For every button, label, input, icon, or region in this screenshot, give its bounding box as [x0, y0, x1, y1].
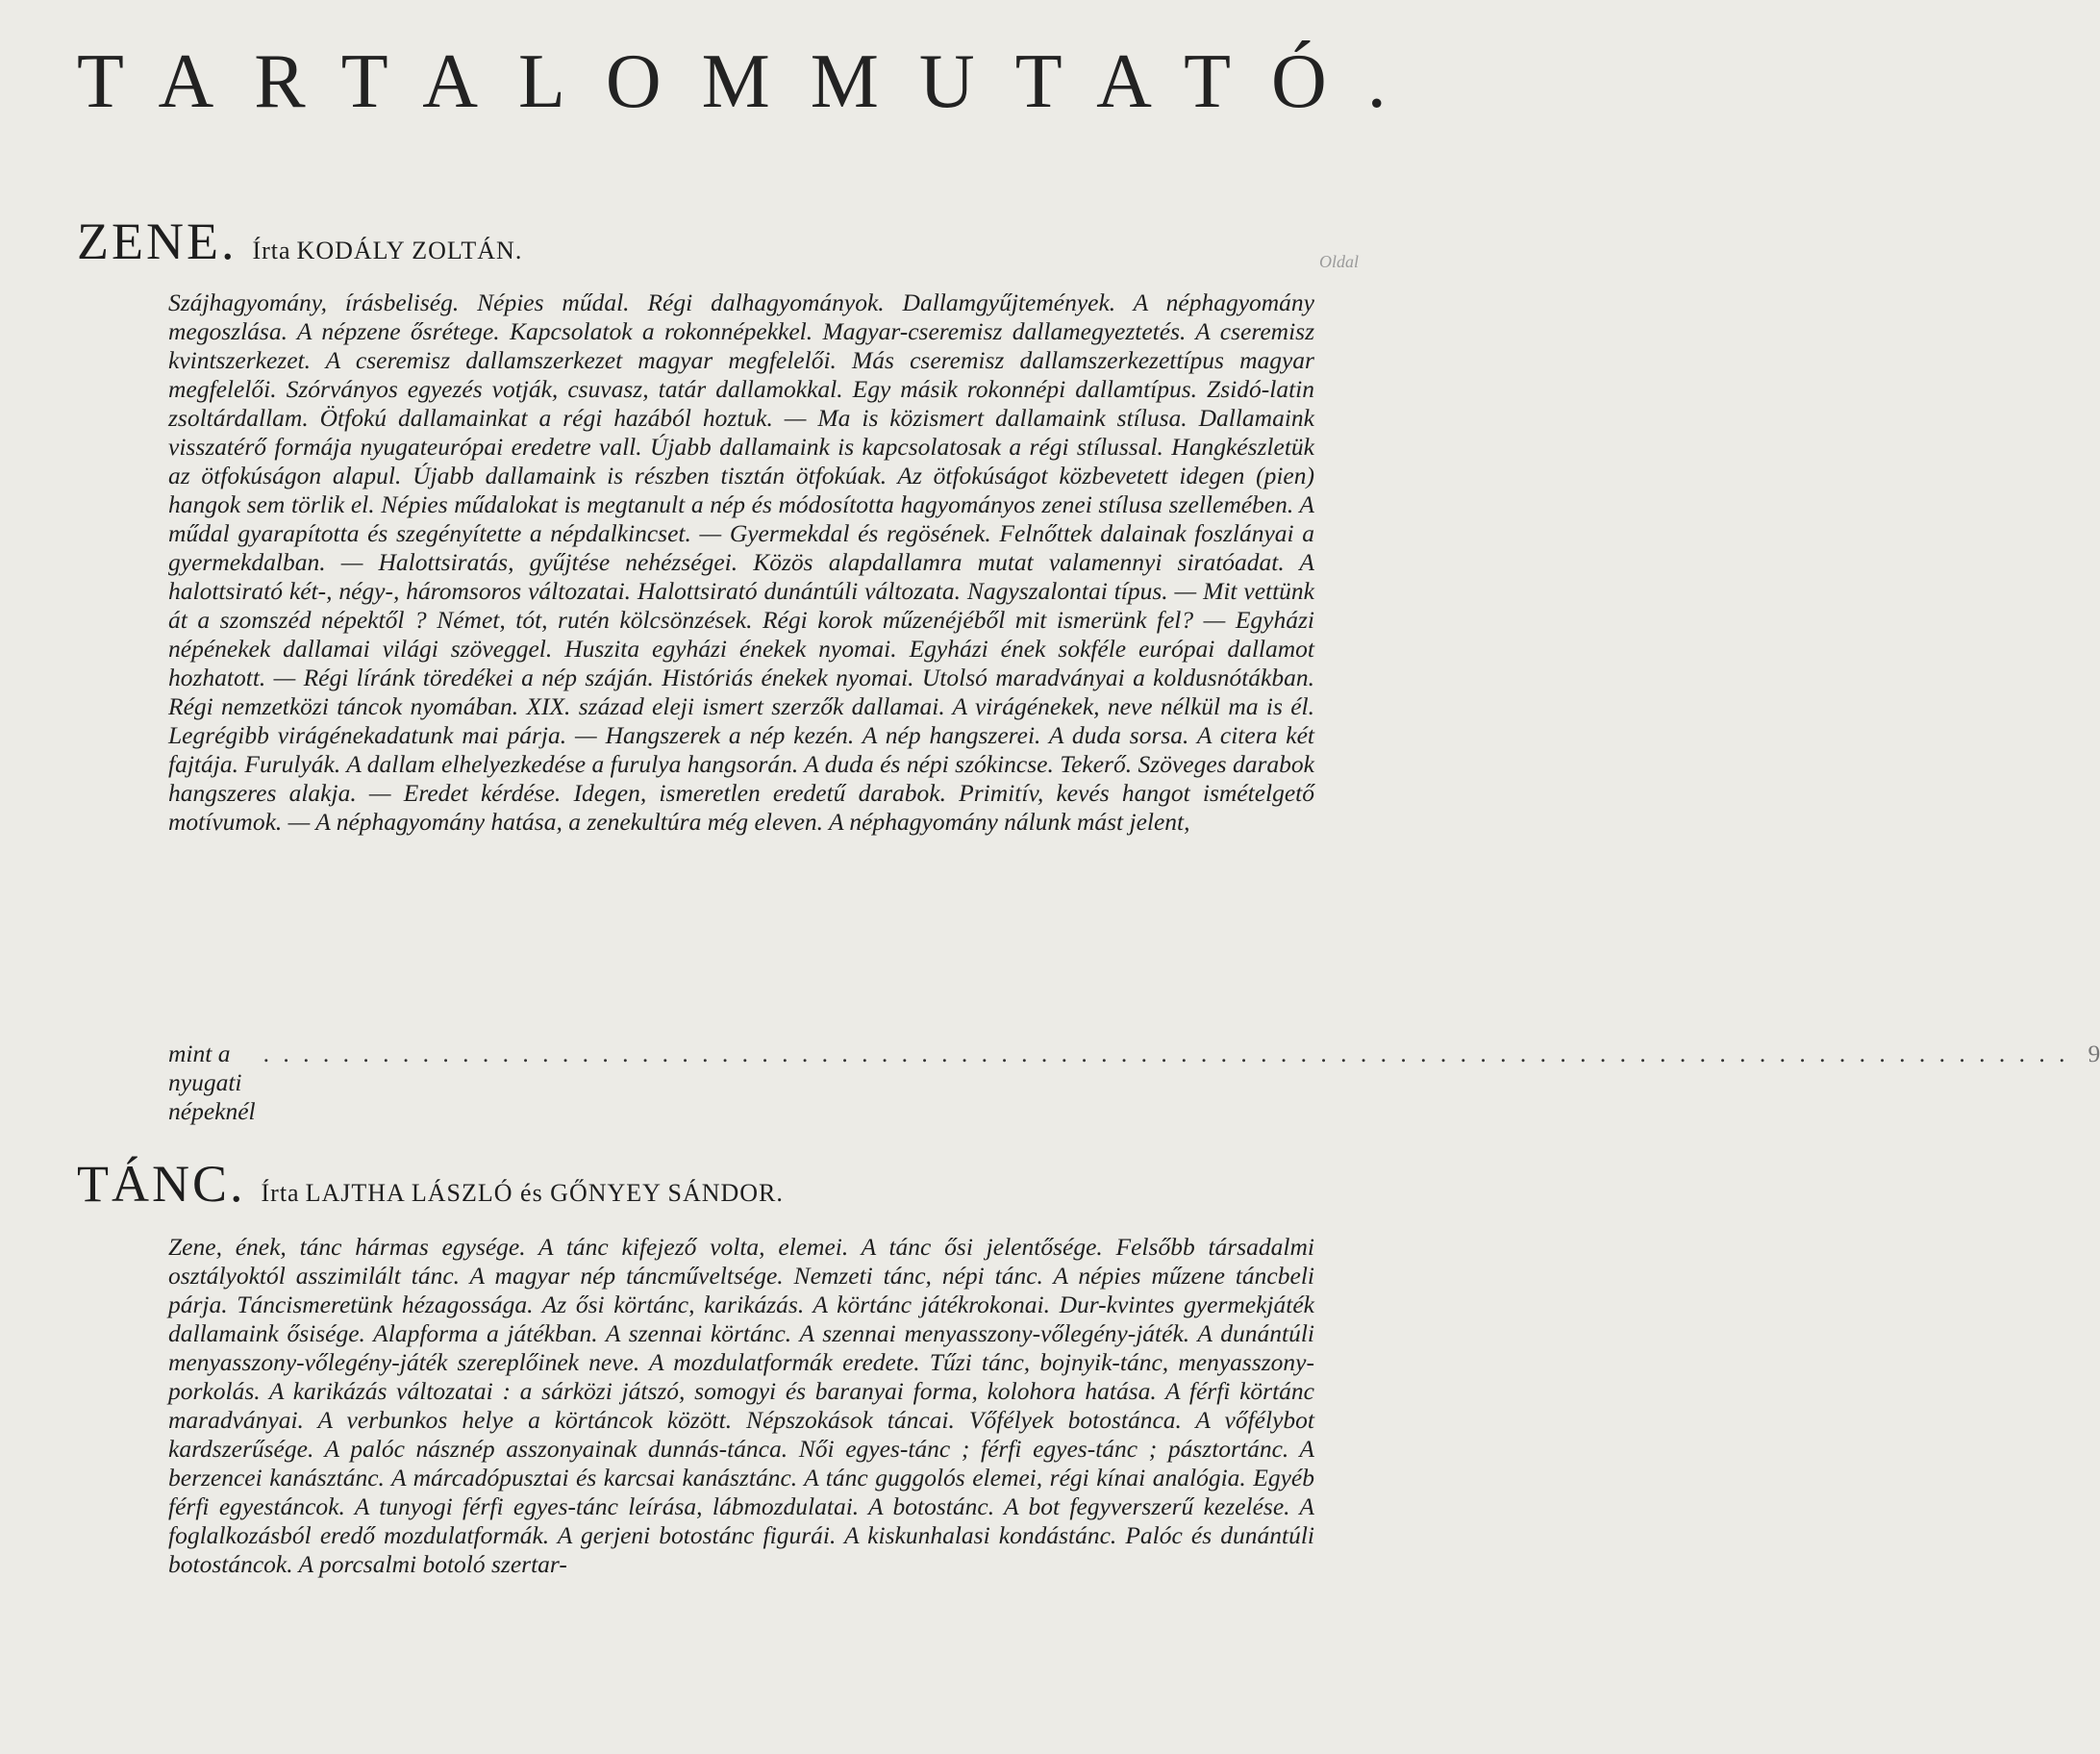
page-number: 9 — [2088, 1040, 2100, 1067]
page-column-label: Oldal — [1319, 252, 1360, 271]
toc-entry-zene[interactable] — [168, 1040, 2100, 1126]
section-summary-tanc: Zene, ének, tánc hármas egysége. A tánc kifejező volta, elemei. A tánc ősi jelentősége. Felsőbb társadalmi osztályoktól asszimilált tánc. A magyar nép táncműveltsége. Nemzeti tánc, népi tánc. A népies műzene táncbeli párja. Táncismeretünk hézagossága. Az ősi körtánc, karikázás. A körtánc játékrokonai. Dur-kvintes gyermekjáték dallamaink ősisége. Alapforma a játékban. A szennai körtánc. A szennai menyasszony-vőlegény-játék. A dunántúli menyasszony-vőlegény-játék szereplőinek neve. A mozdulatformák eredete. Tűzi tánc, bojnyik-tánc, menyasszony-porkolás. A karikázás változatai : a sárközi játszó, somogyi és baranyai forma, kolohora hatása. A férfi körtánc maradványai. A verbunkos helye a körtáncok között. Népszokások táncai. Vőfélyek botostánca. A vőfélybot kardszerűsége. A palóc násznép asszonyainak dunnás-tánca. Női egyes-tánc ; férfi egyes-tánc ; pásztortánc. A berzencei kanásztánc. A márcadópusztai és karcsai kanásztánc. A tánc guggolós elemei, régi kínai analógia. Egyéb férfi egyestáncok. A tunyogi férfi egyes-tánc leírása, lábmozdulatai. A botostánc. A bot fegyverszerű kezelése. A foglalkozásból eredő mozdulatformák. A gerjeni botostánc figurái. A kiskunhalasi kondástánc. Palóc és dunántúli botostáncok. A porcsalmi botoló szertar- — [168, 1233, 1314, 1578]
section-title: TÁNC. — [77, 1155, 246, 1213]
toc-entry-last-line: mint a nyugati népeknél — [168, 1040, 256, 1125]
author-prefix: Írta — [261, 1179, 300, 1207]
author-prefix: Írta — [252, 237, 291, 264]
section-title: ZENE. — [77, 213, 238, 270]
page-title: TARTALOMMUTATÓ. — [77, 39, 1427, 124]
section-heading-tanc — [77, 1154, 784, 1214]
section-summary-zene: Szájhagyomány, írásbeliség. Népies műdal. Régi dalhagyományok. Dallamgyűjtemények. A néphagyomány megoszlása. A népzene ősrétege. Kapcsolatok a rokonnépekkel. Magyar-cseremisz dallamegyeztetés. A cseremisz kvintszerkezet. A cseremisz dallamszerkezet magyar megfelelői. Más cseremisz dallamszerkezettípus magyar megfelelői. Szórványos egyezés votják, csuvasz, tatár dallamokkal. Egy másik rokonnépi dallamtípus. Zsidó-latin zsoltárdallam. Ötfokú dallamainkat a régi hazából hoztuk. — Ma is közismert dallamaink stílusa. Dallamaink visszatérő formája nyugateurópai eredetre vall. Újabb dallamaink is kapcsolatosak a régi stílussal. Hangkészletük az ötfokúságon alapul. Újabb dallamaink is részben tisztán ötfokúak. Az ötfokúságot közbevetett idegen (pien) hangok sem törlik el. Népies műdalokat is megtanult a nép és módosította hagyományos zenei stílusa szellemében. A műdal gyarapította és szegényítette a népdalkincset. — Gyermekdal és regösének. Felnőttek dalainak foszlányai a gyermekdalban. — Halottsiratás, gyűjtése nehézségei. Közös alapdallamra mutat valamennyi siratóadat. A halottsirató két-, négy-, háromsoros változatai. Halottsirató dunántúli változata. Nagyszalontai típus. — Mit vettünk át a szomszéd népektől ? Német, tót, rutén kölcsönzések. Régi korok műzenéjéből mit ismerünk fel? — Egyházi népénekek dallamai világi szöveggel. Huszita egyházi énekek nyomai. Egyházi ének sokféle európai dallamot hozhatott. — Régi líránk töredékei a nép száján. Históriás énekek nyomai. Utolsó maradványai a koldusnótákban. Régi nemzetközi táncok nyomában. XIX. század eleji ismert szerzők dallamai. A virágénekek, neve nélkül ma is él. Legrégibb virágénekadatunk mai párja. — Hangszerek a nép kezén. A nép hangszerei. A duda sorsa. A citera két fajtája. Furulyák. A dallam elhelyezkedése a furulya hangsorán. A duda és népi szókincse. Tekerő. Szöveges darabok hangszeres alakja. — Eredet kérdése. Idegen, ismeretlen eredetű darabok. Primitív, kevés hangot ismételgető motívumok. — A néphagyomány hatása, a zenekultúra még eleven. A néphagyomány nálunk mást jelent, — [168, 288, 1314, 836]
author-name: KODÁLY ZOLTÁN. — [296, 237, 523, 264]
section-heading-zene — [77, 212, 522, 271]
dot-leader: . . . . . . . . . . . . . . . . . . . . . . . . . . . . . . . . . . . . . . . . . . . . . . . . . . . . . . . . . . . . . . . . . . . . . . . . . . . . . . . . . . . . . . . . . . . — [262, 1040, 2069, 1067]
author-name: LAJTHA LÁSZLÓ és GŐNYEY SÁNDOR. — [305, 1179, 784, 1207]
